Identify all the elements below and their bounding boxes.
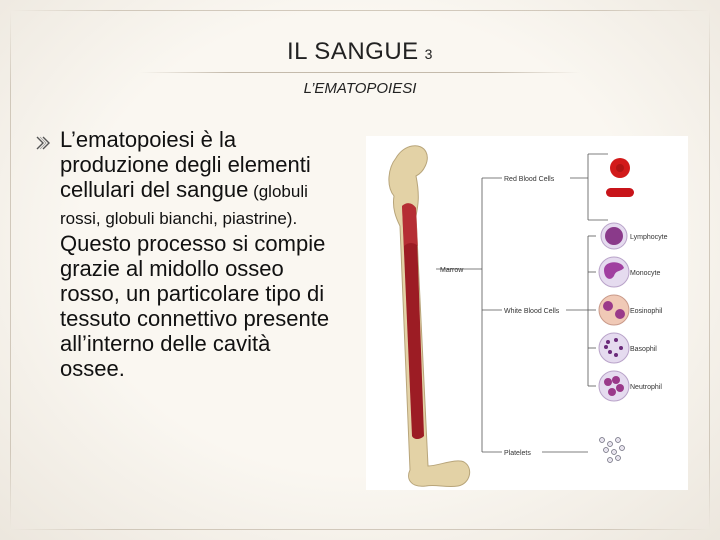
bullet-text-main: L’ematopoiesi è la produzione degli elementi cellulari del sangue (60, 127, 311, 202)
label-monocyte: Monocyte (630, 270, 661, 277)
red-blood-cell-icons (606, 158, 634, 197)
slide-subtitle: L’EMATOPOIESI (303, 80, 417, 97)
label-lymphocyte: Lymphocyte (630, 234, 668, 241)
eosinophil-cell (599, 295, 629, 325)
platelet-icons (600, 438, 625, 463)
label-neutrophil: Neutrophil (630, 384, 662, 391)
bullet-text-end: Questo processo si compie grazie al midollo osseo rosso, un particolare tipo di tessuto connettivo presente all’interno delle cavità ossee. (60, 231, 330, 381)
bullet-paragraph (60, 127, 330, 381)
neutrophil-cell (599, 371, 629, 401)
diagram-connectors (436, 154, 608, 452)
label-red-blood-cells: Red Blood Cells (504, 176, 555, 183)
frame-bottom-line (10, 529, 710, 530)
title-text: IL SANGUE (287, 38, 419, 65)
label-basophil: Basophil (630, 346, 657, 353)
frame-top-line (10, 10, 710, 11)
slide-title (0, 38, 720, 66)
femur-bone (389, 146, 470, 487)
basophil-cell (599, 333, 629, 363)
label-white-blood-cells: White Blood Cells (504, 308, 560, 315)
label-platelets: Platelets (504, 450, 531, 457)
hematopoiesis-diagram (366, 136, 688, 490)
lymphocyte-cell (601, 223, 627, 249)
monocyte-cell (599, 257, 629, 287)
hematopoiesis-figure (366, 136, 688, 490)
label-eosinophil: Eosinophil (630, 308, 663, 315)
label-marrow: Marrow (440, 267, 464, 274)
title-divider (140, 72, 580, 73)
bullet-text-small: (globuli rossi, globuli bianchi, piastrine). (60, 182, 308, 228)
hook-bullet-icon (34, 134, 52, 152)
page-number: 3 (424, 46, 433, 62)
